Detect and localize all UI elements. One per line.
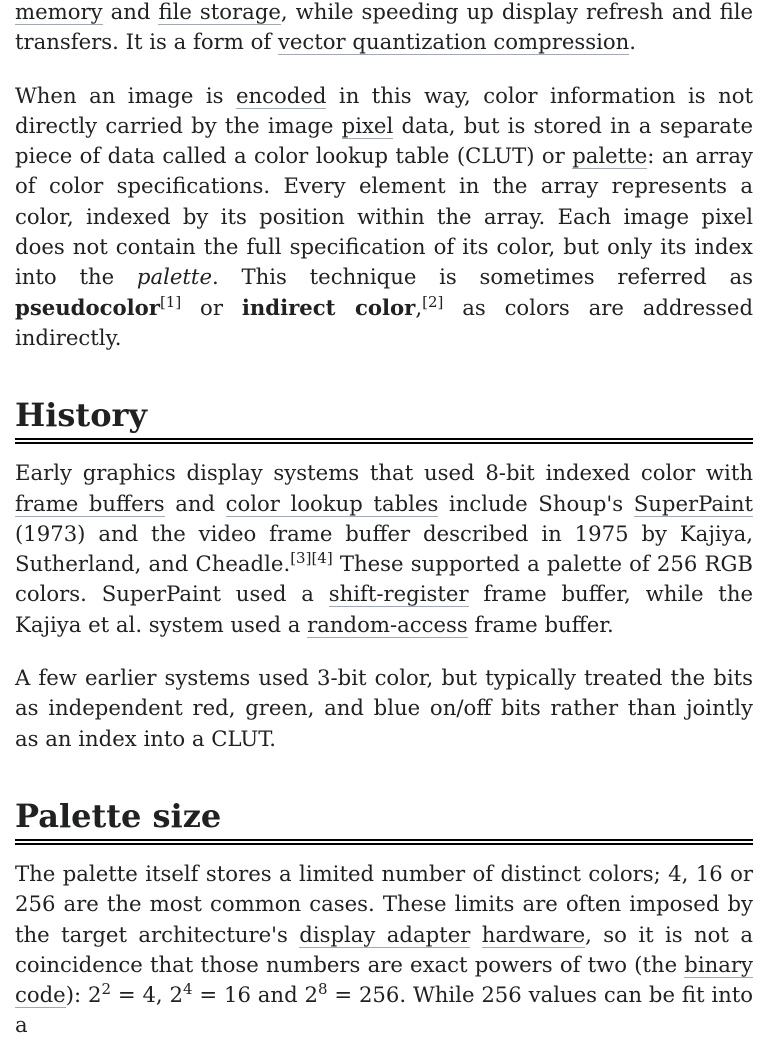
link-display-adapter[interactable]: display adapter bbox=[299, 921, 471, 947]
section-heading-history: History bbox=[15, 395, 753, 444]
term-indirect-color: indirect color bbox=[241, 294, 416, 320]
text: or bbox=[181, 294, 242, 320]
reference-link-1[interactable]: [1] bbox=[159, 292, 182, 311]
link-palette[interactable]: palette bbox=[572, 143, 648, 169]
emphasis-palette: palette bbox=[136, 264, 212, 290]
link-hardware[interactable]: hardware bbox=[481, 921, 586, 947]
article-content bbox=[15, 0, 753, 1064]
text: as colors are addressed indirectly. bbox=[15, 294, 754, 350]
section-heading-palette-size: Palette size bbox=[15, 796, 753, 845]
text: , so it is not a coincidence that those numbers are exact powers of two (the bbox=[15, 921, 753, 977]
reference-4[interactable] bbox=[311, 549, 332, 567]
text: include Shoup's bbox=[438, 490, 634, 516]
text: The palette itself stores a limited number of distinct colors; 4, 16 or 256 are the most common cases. These limits are often imposed by the target architecture's bbox=[15, 860, 753, 947]
text: and bbox=[102, 0, 159, 24]
exponent: 8 bbox=[317, 980, 328, 999]
history-paragraph-1 bbox=[15, 458, 753, 640]
text: , while speeding up display refresh and file transfers. It is a form of bbox=[15, 0, 754, 55]
link-color-lookup-tables[interactable]: color lookup tables bbox=[225, 490, 439, 516]
reference-3[interactable] bbox=[290, 549, 311, 567]
reference-link-3[interactable]: [3] bbox=[290, 549, 312, 568]
link-file-storage[interactable]: file storage bbox=[158, 0, 281, 24]
history-paragraph-2: A few earlier systems used 3-bit color, but typically treated the bits as independent red, green, and blue on/off bits rather than jointly as an index into a CLUT. bbox=[15, 665, 753, 751]
text: (1973) and the video frame buffer described in 1975 by Kajiya, Sutherland, and Cheadle. bbox=[15, 520, 753, 577]
link-binary-code[interactable]: binary code bbox=[15, 951, 753, 1008]
reference-1[interactable] bbox=[160, 293, 181, 311]
exponent: 2 bbox=[101, 980, 112, 999]
text: = 4, 2 bbox=[111, 982, 183, 1008]
text: data, but is stored in a separate piece of data called a color lookup table (CLUT) or bbox=[15, 112, 753, 169]
text: frame buffer, while the Kajiya et al. system used a bbox=[15, 581, 753, 637]
link-memory[interactable]: memory bbox=[15, 0, 103, 24]
text: When an image is bbox=[15, 82, 236, 108]
intro-paragraph-1 bbox=[15, 0, 753, 58]
text: in this way, color information is not directly carried by the image bbox=[15, 82, 753, 138]
reference-2[interactable] bbox=[422, 293, 443, 311]
exponent: 4 bbox=[183, 980, 193, 999]
text: and bbox=[164, 490, 226, 516]
text: frame buffer. bbox=[467, 611, 614, 637]
palette-size-paragraph-1 bbox=[15, 859, 753, 1041]
link-frame-buffers[interactable]: frame buffers bbox=[15, 490, 165, 516]
text: . bbox=[629, 29, 637, 55]
text: = 16 and 2 bbox=[192, 982, 318, 1008]
link-encoded[interactable]: encoded bbox=[235, 82, 327, 108]
text: : an array of color specifications. Every element in the array represents a color, indexed by its position within the array. Each image pixel does not contain the full specification of its color, but only its index into the bbox=[15, 143, 753, 290]
text: = 256. While 256 values can be fit into a bbox=[15, 982, 754, 1038]
term-pseudocolor: pseudocolor bbox=[15, 294, 160, 320]
link-vector-quantization[interactable]: vector quantization compression bbox=[277, 29, 630, 55]
reference-link-2[interactable]: [2] bbox=[422, 292, 444, 311]
text: ): 2 bbox=[65, 982, 102, 1008]
link-pixel[interactable]: pixel bbox=[341, 112, 394, 138]
intro-paragraph-2 bbox=[15, 81, 753, 354]
link-superpaint[interactable]: SuperPaint bbox=[633, 490, 753, 516]
text bbox=[470, 922, 481, 947]
text: These supported a palette of 256 RGB colors. SuperPaint used a bbox=[15, 551, 753, 607]
reference-link-4[interactable]: [4] bbox=[311, 549, 333, 568]
text: Early graphics display systems that used 8-bit indexed color with bbox=[15, 460, 753, 486]
link-shift-register[interactable]: shift-register bbox=[328, 581, 469, 607]
text: , bbox=[415, 294, 423, 320]
text: . This technique is sometimes referred as bbox=[211, 264, 753, 290]
link-random-access[interactable]: random-access bbox=[307, 611, 468, 637]
